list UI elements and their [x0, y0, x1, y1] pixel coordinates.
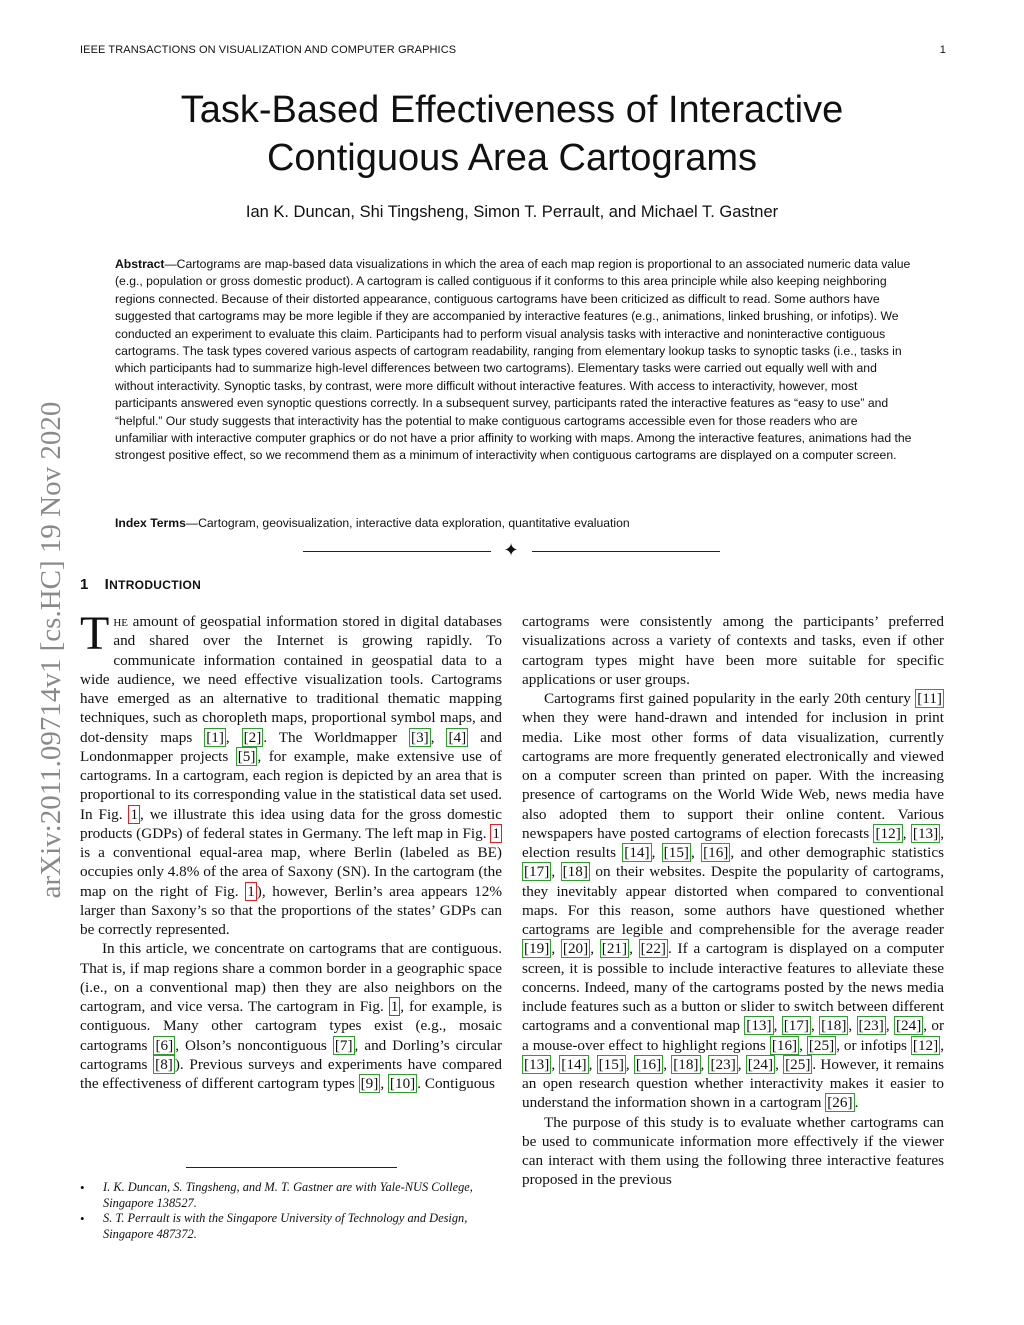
paragraph-text: Cartograms first gained popularity in the early 20th century — [544, 690, 916, 707]
citation-link[interactable]: [12] — [912, 1036, 939, 1054]
paragraph-text: , for example, make extensive use of cartograms. In a cartogram, each region is depicted by an area that is proportional to its corresponding value in the statistical data set used. In Fig. — [80, 747, 502, 823]
bullet-icon: • — [80, 1180, 85, 1195]
paragraph-text: , we illustrate this idea using data for the gross domestic products (GDPs) of federal states in Germany. The left map in Fig. — [80, 805, 502, 842]
paragraph-text: , and other demographic statistics — [730, 844, 945, 861]
paragraph-text: and Londonmapper projects — [80, 728, 503, 765]
paragraph-text: , — [551, 863, 561, 881]
index-terms — [115, 516, 912, 530]
citation-link[interactable]: [18] — [673, 1055, 699, 1073]
citation-link[interactable]: [16] — [635, 1055, 662, 1073]
citation-link[interactable]: [15] — [663, 844, 689, 861]
citation-link[interactable]: [25] — [785, 1055, 811, 1073]
paragraph — [522, 612, 944, 689]
footnote-text: S. T. Perrault is with the Singapore University of Technology and Design, Singapore 487372. — [103, 1211, 468, 1241]
section-number: 1 — [80, 576, 89, 593]
citation-link[interactable]: [19] — [524, 940, 550, 958]
paragraph-text: , — [225, 728, 242, 746]
figure-link[interactable]: 1 — [492, 824, 500, 842]
abstract-label: Abstract — [115, 257, 165, 271]
paragraph-text: . Contiguous — [417, 1075, 495, 1092]
citation-link[interactable]: [18] — [821, 1017, 847, 1035]
citation-link[interactable]: [22] — [640, 940, 666, 958]
citation-link[interactable]: [26] — [827, 1094, 853, 1112]
paragraph-text: , Olson’s noncontiguous — [175, 1036, 333, 1054]
paragraph-text: , — [590, 940, 600, 958]
index-terms-label: Index Terms — [115, 516, 186, 530]
abstract-text: —Cartograms are map-based data visualizations in which the area of each map region is proportional to an associated numeric data value (e.g., population or gross domestic product). A cartogram is called contiguous if it conforms to this area principle while also keeping neighboring regions connected. Because of their distorted appearance, contiguous cartograms have been criticized as difficult to read. Some authors have suggested that cartograms may be more legible if they are accompanied by interactive features (e.g., animations, linked brushing, or infotips). We conducted an experiment to evaluate this claim. Participants had to perform visual analysis tasks with interactive and noninteractive contiguous cartograms. The task types covered various aspects of cartogram readability, ranging from elementary lookup tasks to synoptic tasks (i.e., tasks in which participants had to summarize high-level differences between two cartograms). Elementary tasks were carried out equally well with and without interactivity. Synoptic tasks, by contrast, were more difficult without interactive features. With access to interactivity, however, most participants answered even synoptic questions correctly. In a subsequent survey, participants rated the interactive features as “easy to use” and “helpful.” Our study suggests that interactivity has the potential to make contiguous cartograms accessible even for those readers who are unfamiliar with interactive computer graphics or do not have a prior affinity to working with maps. Among the interactive features, animations had the strongest positive effect, so we recommend them as a minimum of interactivity when contiguous cartograms are displayed on a computer screen. — [115, 257, 912, 463]
paragraph-text: , — [940, 1036, 945, 1054]
footnote-text: I. K. Duncan, S. Tingsheng, and M. T. Gastner are with Yale-NUS College, Singapore 138527. — [103, 1180, 473, 1210]
paragraph-text: The purpose of this study is to evaluate whether cartograms can be used to communicate information more effectively if the viewer can interact with them using the following three interactive features proposed in the previous — [522, 1113, 944, 1189]
journal-name: IEEE TRANSACTIONS ON VISUALIZATION AND COMPUTER GRAPHICS — [80, 44, 457, 56]
citation-link[interactable]: [24] — [747, 1055, 774, 1073]
citation-link[interactable]: [4] — [448, 728, 467, 746]
citation-link[interactable]: [17] — [783, 1017, 809, 1035]
paragraph-text: , — [773, 1017, 782, 1035]
paragraph-text: , — [848, 1017, 857, 1035]
paragraph-text: , — [588, 1055, 597, 1073]
figure-link[interactable]: 1 — [247, 882, 255, 900]
title-line-2: Contiguous Area Cartograms — [266, 137, 758, 179]
footnote — [80, 1180, 504, 1211]
citation-link[interactable]: [9] — [360, 1075, 379, 1092]
paragraph — [522, 1113, 944, 1190]
paragraph-text: , — [380, 1075, 388, 1092]
paragraph-text: . — [854, 1094, 859, 1112]
paragraph-text: , — [625, 1055, 634, 1073]
paragraph-text: , — [885, 1017, 894, 1035]
citation-link[interactable]: [23] — [710, 1055, 736, 1073]
citation-link[interactable]: [18] — [562, 863, 588, 881]
paragraph-text: , — [629, 940, 639, 958]
paragraph-text: on their websites. Despite the popularity of cartograms, they inevitably appear distorted when compared to conventional maps. For this reason, some authors have questioned whether cartograms are legible and comprehensible for the average reader — [522, 863, 944, 938]
paragraph-text: In this article, we concentrate on cartograms that are contiguous. That is, if map regions share a common border in a geographic space (i.e., on a conventional map) then they are also neighbors on the cartogram, and vice versa. The cartogram in Fig. — [80, 940, 502, 1015]
paragraph-text: amount of geospatial information stored in digital databases and shared over the Internet is growing rapidly. To communicate information contained in geospatial data to a wide audience, we need effective visualization tools. Cartograms have emerged as an alternative to traditional thematic mapping techniques, such as choropleth maps, proportional symbol maps, and dot-density maps — [80, 613, 502, 746]
citation-link[interactable]: [6] — [155, 1036, 174, 1054]
paragraph-text: ), however, Berlin’s area appears 12% larger than Saxony’s so that the proportions of the states’ GDPs can be correctly represented. — [80, 882, 502, 938]
body-column-left — [80, 607, 503, 1093]
paragraph-text: , — [651, 844, 662, 861]
body-column-right — [522, 612, 944, 1190]
dropcap: T — [80, 607, 110, 660]
citation-link[interactable]: [13] — [912, 824, 939, 842]
running-head — [80, 44, 946, 56]
index-terms-text: —Cartogram, geovisualization, interactive data exploration, quantitative evaluation — [185, 516, 630, 530]
section-heading — [80, 576, 201, 593]
paragraph-text: , election results — [522, 824, 944, 861]
paragraph — [80, 939, 502, 1093]
citation-link[interactable]: [7] — [334, 1036, 353, 1054]
citation-link[interactable]: [14] — [624, 844, 650, 861]
citation-link[interactable]: [15] — [598, 1055, 624, 1073]
section-title-rest: NTRODUCTION — [109, 578, 202, 592]
citation-link[interactable]: [23] — [858, 1017, 884, 1035]
bullet-icon: • — [80, 1211, 85, 1226]
citation-link[interactable]: [24] — [895, 1017, 922, 1035]
separator-star-icon: ✦ — [503, 540, 519, 560]
citation-link[interactable]: [13] — [524, 1055, 550, 1073]
citation-link[interactable]: [1] — [206, 728, 224, 746]
paragraph-text: . If a cartogram is displayed on a computer screen, it is possible to include interactive features to alleviate these concerns. Indeed, many of the cartograms posted by the news media include features such as a button or slider to switch between different cartograms and a conventional map — [522, 940, 945, 1035]
paragraph-text: , — [902, 824, 911, 842]
paragraph-text: is a conventional equal-area map, where Berlin (labeled as BE) occupies only 4.8% of the area of Saxony (SN). In the cartogram (the map on the right of Fig. — [80, 844, 502, 900]
paragraph-text: , — [663, 1055, 672, 1073]
paragraph-text: when they were hand-drawn and intended for inclusion in print media. Like most other forms of data visualization, currently cartograms are more frequently generated electronically and viewed on a computer screen than printed on paper. With the increasing presence of cartograms on the World Wide Web, news media have also adopted them to support their online content. Various newspapers have posted cartograms of election forecasts — [522, 709, 944, 842]
citation-link[interactable]: [2] — [243, 728, 262, 746]
citation-link[interactable]: [11] — [917, 690, 942, 707]
title-line-1: Task-Based Effectiveness of Interactive — [180, 89, 844, 131]
paragraph-text: , — [737, 1055, 746, 1073]
page-number: 1 — [939, 44, 946, 56]
paragraph-text: , for example, is contiguous. Many other cartogram types exist (e.g., mosaic cartograms — [80, 998, 502, 1054]
section-title-initial: I — [104, 576, 110, 593]
citation-link[interactable]: [17] — [524, 863, 550, 881]
paragraph-text: , — [775, 1055, 784, 1073]
lead-smallcaps: he — [113, 613, 128, 630]
author-list: Ian K. Duncan, Shi Tingsheng, Simon T. Perrault, and Michael T. Gastner — [245, 203, 779, 221]
paragraph-text: ). Previous surveys and experiments have compared the effectiveness of different cartogram types — [80, 1055, 502, 1092]
paragraph-text: cartograms were consistently among the participants’ preferred visualizations across a variety of contexts and tasks, even if other cartogram types might have been more suitable for specific applications or user groups. — [522, 613, 944, 688]
abstract — [115, 256, 912, 465]
footnote — [80, 1211, 504, 1242]
paragraph-text: , and Dorling’s circular cartograms — [80, 1036, 502, 1073]
citation-link[interactable]: [10] — [389, 1075, 416, 1092]
paragraph-text: , — [799, 1036, 807, 1054]
paragraph-text: . However, it remains an open research question whether interactivity makes it easier to understand the information shown in a cartogram — [522, 1055, 945, 1112]
citation-link[interactable]: [14] — [561, 1055, 587, 1073]
paragraph — [522, 689, 944, 1113]
citation-link[interactable]: [13] — [746, 1017, 772, 1035]
separator-rule-right — [532, 551, 720, 552]
paragraph-text: , — [551, 940, 561, 958]
citation-link[interactable]: [8] — [155, 1055, 173, 1073]
paragraph-text: , or infotips — [836, 1036, 911, 1054]
citation-link[interactable]: [25] — [808, 1036, 835, 1054]
figure-link[interactable]: 1 — [390, 998, 399, 1015]
citation-link[interactable]: [21] — [601, 940, 628, 958]
citation-link[interactable]: [5] — [237, 747, 256, 765]
paragraph-text: , — [690, 844, 702, 861]
separator-rule-left — [303, 551, 491, 552]
paragraph-text: , or a mouse-over effect to highlight regions — [522, 1017, 945, 1054]
paper-title — [100, 86, 924, 182]
footnote-rule — [186, 1167, 397, 1168]
citation-link[interactable]: [16] — [771, 1036, 798, 1054]
paragraph-text: , — [811, 1017, 820, 1035]
paragraph-text: , — [430, 728, 447, 746]
paragraph-text: , — [700, 1055, 709, 1073]
paragraph-text: . The Worldmapper — [263, 728, 410, 746]
arxiv-identifier-stamp: arXiv:2011.09714v1 [cs.HC] 19 Nov 2020 — [35, 401, 67, 899]
paragraph-text: , — [551, 1055, 560, 1073]
paragraph — [80, 607, 503, 939]
citation-link[interactable]: [3] — [411, 728, 429, 746]
citation-link[interactable]: [16] — [703, 844, 729, 861]
citation-link[interactable]: [12] — [875, 824, 901, 842]
citation-link[interactable]: [20] — [562, 940, 589, 958]
figure-link[interactable]: 1 — [130, 805, 139, 823]
